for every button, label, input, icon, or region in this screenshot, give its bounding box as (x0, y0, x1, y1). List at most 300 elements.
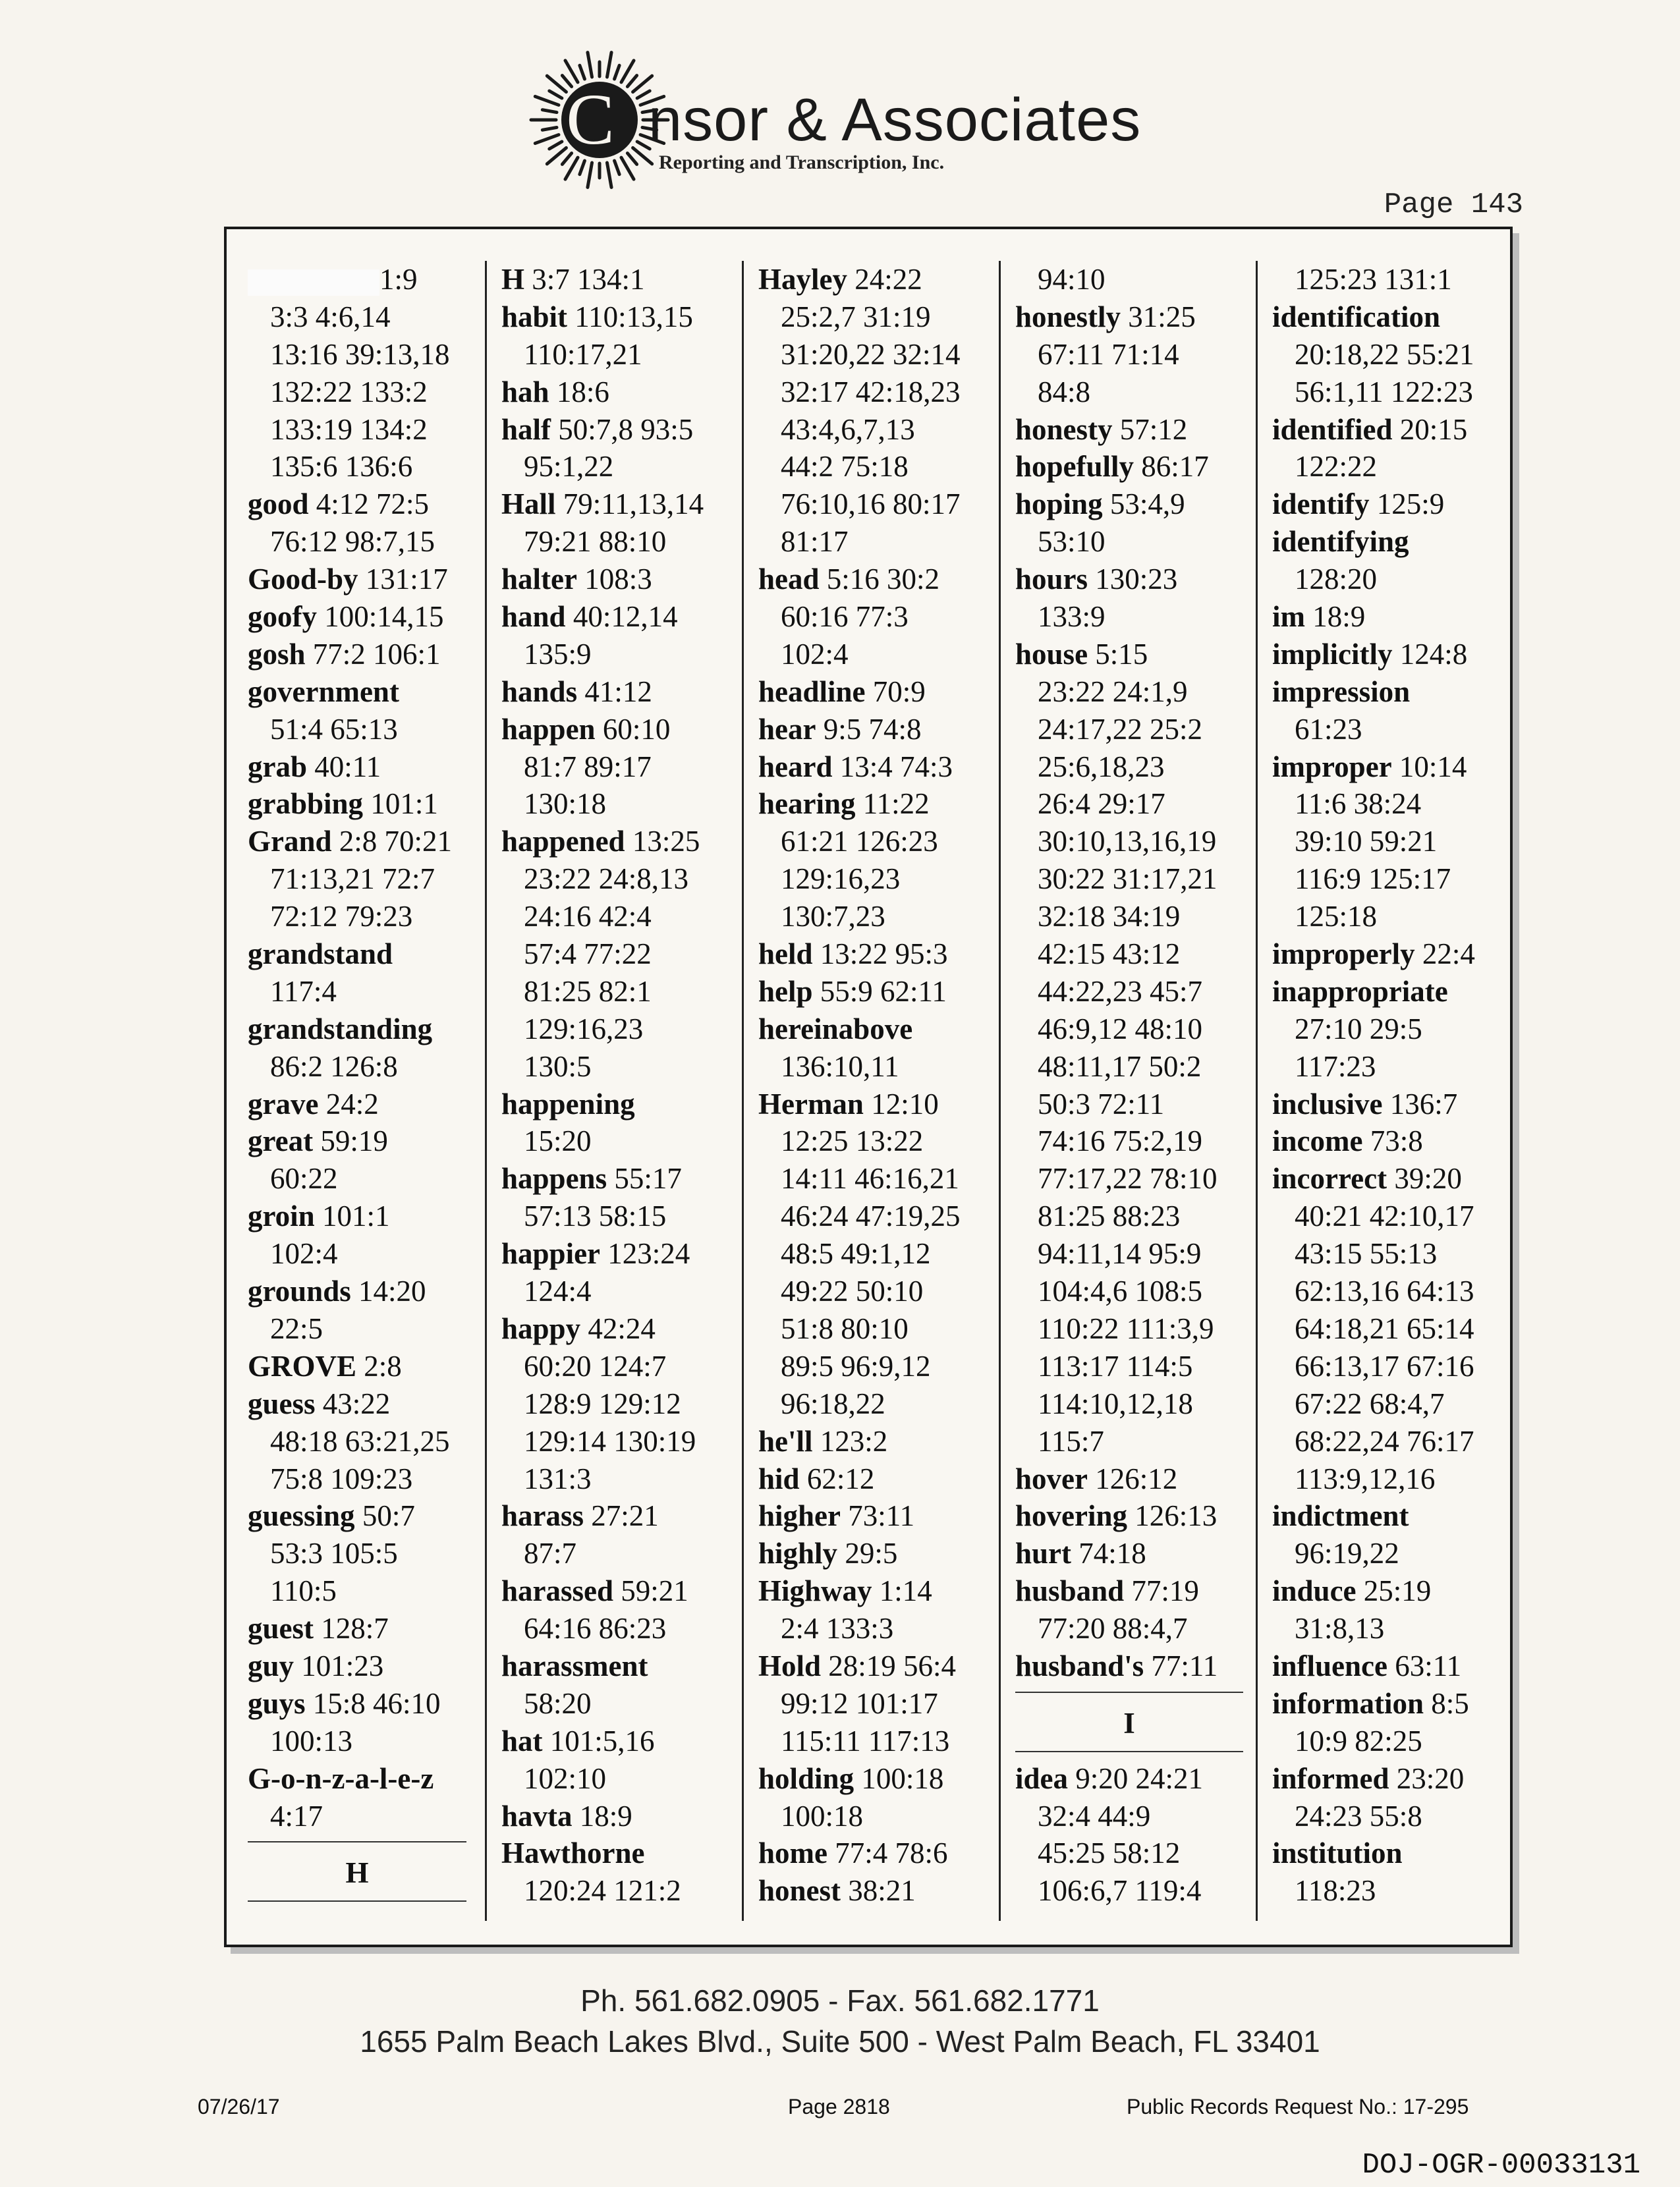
index-entry-continuation (248, 1723, 473, 1760)
index-refs: 101:1 (322, 1200, 390, 1233)
index-entry-continuation (1015, 1872, 1250, 1910)
index-entry-continuation (758, 823, 993, 860)
index-entry (758, 1460, 993, 1498)
index-entry-continuation (1272, 785, 1507, 823)
index-entry-continuation (1272, 711, 1507, 748)
section-rule-top (248, 1841, 466, 1842)
index-refs: 132:22 133:2 (270, 375, 428, 408)
index-refs: 58:20 (524, 1686, 592, 1720)
index-refs: 79:11,13,14 (563, 487, 704, 521)
index-entry-continuation (1015, 673, 1250, 711)
index-entry-continuation (501, 1348, 736, 1385)
index-entry (758, 1535, 993, 1572)
index-headword: G-o-n-z-a-l-e-z (248, 1761, 434, 1795)
index-headword: halter (501, 563, 577, 596)
index-entry-continuation (1015, 1122, 1250, 1160)
index-refs: 123:24 (607, 1237, 690, 1271)
index-headword: husband's (1015, 1649, 1144, 1682)
index-entry (248, 785, 473, 823)
index-entry (501, 374, 736, 411)
index-refs: 113:17 114:5 (1038, 1349, 1193, 1383)
index-refs: 86:17 (1141, 450, 1209, 484)
index-refs: 39:20 (1394, 1162, 1462, 1196)
index-refs: 129:16,23 (781, 862, 901, 896)
index-entry (501, 1235, 736, 1273)
index-headword: holding (758, 1761, 854, 1795)
index-entry-continuation (1272, 860, 1507, 898)
index-entry (758, 1760, 993, 1798)
index-entry-continuation (1272, 1460, 1507, 1498)
section-letter: I (1123, 1706, 1135, 1740)
index-entry-continuation (501, 973, 736, 1010)
index-refs: 124:8 (1399, 637, 1468, 671)
company-name: nsor & Associates (648, 86, 1142, 153)
index-headword: improperly (1272, 937, 1415, 971)
index-entry-continuation (758, 1348, 993, 1385)
index-refs: 13:22 95:3 (820, 937, 948, 971)
index-entry (501, 1798, 736, 1835)
index-entry (501, 1310, 736, 1348)
index-entry-continuation (248, 336, 473, 374)
index-headword: guessing (248, 1499, 355, 1533)
index-refs: 48:5 49:1,12 (781, 1237, 931, 1271)
index-entry (1015, 1460, 1250, 1498)
index-entry-continuation (758, 1723, 993, 1760)
index-refs: 87:7 (524, 1537, 577, 1570)
index-headword: havta (501, 1799, 573, 1833)
index-headword: honestly (1015, 300, 1121, 333)
index-refs: 110:22 111:3,9 (1038, 1312, 1214, 1345)
index-refs: 24:22 (854, 263, 922, 296)
index-refs: 133:19 134:2 (270, 412, 428, 446)
index-headword: happen (501, 712, 596, 746)
index-entry (758, 673, 993, 711)
index-refs: 67:11 71:14 (1038, 337, 1179, 371)
index-headword: happy (501, 1312, 581, 1345)
index-headword: Hold (758, 1649, 822, 1682)
index-refs: 32:18 34:19 (1038, 900, 1181, 933)
index-headword: grave (248, 1087, 319, 1121)
index-entry (1015, 411, 1250, 449)
index-entry-continuation (1015, 598, 1250, 636)
index-entry (501, 1497, 736, 1535)
index-entry-continuation (758, 898, 993, 935)
index-entry-continuation (758, 485, 993, 523)
index-entry-continuation (1015, 748, 1250, 786)
index-headword: hereinabove (758, 1012, 913, 1045)
index-refs: 102:4 (270, 1237, 338, 1271)
index-headword: head (758, 563, 820, 596)
index-headword: Hall (501, 487, 556, 521)
index-refs: 64:18,21 65:14 (1295, 1312, 1474, 1345)
index-headword: improper (1272, 750, 1392, 783)
index-refs: 39:10 59:21 (1295, 825, 1438, 858)
index-entry-continuation (248, 711, 473, 748)
index-entry-continuation (758, 1122, 993, 1160)
index-headword: identify (1272, 487, 1370, 521)
index-entry (758, 785, 993, 823)
index-headword: hands (501, 675, 578, 708)
index-refs: 122:22 (1295, 450, 1378, 484)
index-refs: 5:15 (1095, 637, 1148, 671)
index-refs: 99:12 101:17 (781, 1686, 938, 1720)
index-entry-continuation (501, 336, 736, 374)
index-refs: 123:2 (820, 1424, 888, 1458)
index-refs: 50:3 72:11 (1038, 1087, 1165, 1121)
index-headword: guess (248, 1387, 316, 1420)
index-entry (248, 823, 473, 860)
index-headword: gosh (248, 637, 306, 671)
redaction-box (248, 269, 379, 296)
index-entry-continuation (501, 448, 736, 485)
index-headword: home (758, 1837, 827, 1870)
index-entry (1015, 485, 1250, 523)
index-entry (501, 598, 736, 636)
index-headword: incorrect (1272, 1162, 1387, 1196)
index-entry-continuation (758, 523, 993, 561)
index-refs: 50:7,8 93:5 (558, 412, 694, 446)
index-entry-continuation (1272, 1048, 1507, 1086)
stamp-date: 07/26/17 (198, 2095, 280, 2118)
index-refs: 24:23 55:8 (1295, 1799, 1422, 1833)
index-entry-continuation (1272, 1610, 1507, 1647)
index-refs: 43:22 (322, 1387, 391, 1420)
index-entry-continuation (501, 860, 736, 898)
index-entry-continuation (1015, 935, 1250, 973)
index-entry (501, 1647, 736, 1685)
index-refs: 22:4 (1422, 937, 1475, 971)
index-entry-continuation (1272, 1798, 1507, 1835)
index-entry-continuation (1272, 374, 1507, 411)
index-entry (248, 1647, 473, 1685)
index-refs: 129:16,23 (524, 1012, 644, 1045)
index-entry (501, 1160, 736, 1198)
index-entry-continuation (1015, 1610, 1250, 1647)
index-entry-continuation (1272, 1273, 1507, 1310)
footer-address: 1655 Palm Beach Lakes Blvd., Suite 500 - West Palm Beach, FL 33401 (360, 2024, 1320, 2059)
index-column-4 (999, 261, 1255, 1921)
index-refs: 76:10,16 80:17 (781, 487, 961, 521)
index-entry (758, 261, 993, 298)
index-entry (1015, 1535, 1250, 1572)
index-headword: implicitly (1272, 637, 1393, 671)
index-refs: 9:20 24:21 (1075, 1761, 1204, 1795)
index-headword: informed (1272, 1761, 1389, 1795)
index-entry (1272, 1760, 1507, 1798)
index-entry-continuation (1272, 823, 1507, 860)
index-refs: 60:16 77:3 (781, 600, 909, 634)
index-refs: 49:22 50:10 (781, 1275, 924, 1308)
index-headword: he'll (758, 1424, 813, 1458)
index-refs: 130:7,23 (781, 900, 885, 933)
index-entry-continuation (1015, 374, 1250, 411)
index-refs: 94:11,14 95:9 (1038, 1237, 1202, 1271)
index-headword: government (248, 675, 399, 708)
index-entry-continuation (248, 1572, 473, 1610)
index-refs: 27:10 29:5 (1295, 1012, 1422, 1045)
index-refs: 125:18 (1295, 900, 1378, 933)
index-column-1 (233, 261, 478, 1921)
index-entry-continuation (501, 748, 736, 786)
company-logo (527, 47, 1173, 192)
index-refs: 25:6,18,23 (1038, 750, 1165, 783)
index-entry (1272, 1835, 1507, 1872)
index-entry-continuation (501, 523, 736, 561)
index-refs: 63:11 (1395, 1649, 1462, 1682)
index-refs: 79:21 88:10 (524, 525, 667, 559)
index-refs: 110:13,15 (574, 300, 693, 333)
index-refs: 8:5 (1431, 1686, 1469, 1720)
index-refs: 94:10 (1038, 263, 1106, 296)
index-entry (501, 1086, 736, 1123)
index-entry (758, 1497, 993, 1535)
index-entry (248, 1086, 473, 1123)
index-headword: hear (758, 712, 816, 746)
index-refs: 101:23 (301, 1649, 384, 1682)
index-refs: 57:13 58:15 (524, 1200, 667, 1233)
index-headword: indictment (1272, 1499, 1409, 1533)
index-refs: 100:18 (781, 1799, 864, 1833)
index-refs: 32:4 44:9 (1038, 1799, 1151, 1833)
index-refs: 133:9 (1038, 600, 1106, 634)
index-refs: 10:14 (1399, 750, 1467, 783)
index-refs: 42:24 (588, 1312, 656, 1345)
index-refs: 51:8 80:10 (781, 1312, 909, 1345)
index-refs: 73:8 (1370, 1124, 1423, 1158)
index-refs: 76:12 98:7,15 (270, 525, 435, 559)
index-refs: 81:25 82:1 (524, 974, 652, 1008)
index-entry (1272, 1160, 1507, 1198)
index-entry (758, 973, 993, 1010)
index-entry-continuation (1015, 1048, 1250, 1086)
index-refs: 136:7 (1389, 1087, 1458, 1121)
index-entry (248, 748, 473, 786)
index-refs: 2:8 70:21 (339, 825, 453, 858)
index-headword: Herman (758, 1087, 864, 1121)
index-refs: 11:6 38:24 (1295, 787, 1422, 821)
index-entry (1272, 1497, 1507, 1535)
index-entry (758, 1086, 993, 1123)
index-refs: 116:9 125:17 (1295, 862, 1451, 896)
index-entry-continuation (758, 374, 993, 411)
index-headword: hearing (758, 787, 856, 821)
index-refs: 108:3 (584, 563, 652, 596)
index-entry (1015, 448, 1250, 485)
index-refs: 18:9 (1312, 600, 1366, 634)
index-refs: 31:20,22 32:14 (781, 337, 961, 371)
index-headword: honest (758, 1874, 841, 1908)
section-letter: H (345, 1856, 369, 1890)
index-headword: influence (1272, 1649, 1387, 1682)
index-entry-continuation (1272, 1385, 1507, 1423)
index-entry-continuation (501, 636, 736, 673)
company-subtitle: Reporting and Transcription, Inc. (659, 152, 945, 173)
index-entry-continuation (501, 1423, 736, 1460)
index-refs: 130:23 (1095, 563, 1178, 596)
index-headword: good (248, 487, 309, 521)
index-entry (758, 711, 993, 748)
index-entry (758, 1647, 993, 1685)
index-entry (248, 636, 473, 673)
index-entry (758, 935, 993, 973)
index-entry (758, 1872, 993, 1910)
index-entry-continuation (1015, 898, 1250, 935)
index-entry (248, 935, 473, 973)
index-entry-continuation (1272, 1310, 1507, 1348)
index-headword: Good-by (248, 563, 358, 596)
index-refs: 38:21 (848, 1874, 916, 1908)
index-entry-continuation (501, 898, 736, 935)
index-refs: 73:11 (848, 1499, 915, 1533)
index-refs: 81:25 88:23 (1038, 1200, 1181, 1233)
index-entry-continuation (501, 1273, 736, 1310)
section-divider (1015, 1685, 1250, 1760)
index-entry-continuation (501, 1385, 736, 1423)
bates-number: DOJ-OGR-00033131 (1362, 2149, 1640, 2182)
index-refs: 62:12 (806, 1462, 875, 1495)
index-refs: 64:16 86:23 (524, 1612, 667, 1646)
index-refs: 41:12 (584, 675, 652, 708)
index-entry-continuation (758, 1198, 993, 1235)
index-headword: great (248, 1124, 314, 1158)
index-entry (1272, 748, 1507, 786)
index-headword: hover (1015, 1462, 1088, 1495)
index-entry-continuation (1272, 1872, 1507, 1910)
index-headword: identified (1272, 412, 1393, 446)
index-entry-continuation (1015, 523, 1250, 561)
index-headword: information (1272, 1686, 1424, 1720)
index-entry-continuation (1272, 561, 1507, 598)
index-refs: 56:1,11 122:23 (1295, 375, 1473, 408)
index-entry (1015, 1647, 1250, 1685)
index-refs: 62:13,16 64:13 (1295, 1275, 1474, 1308)
index-refs: 77:17,22 78:10 (1038, 1162, 1218, 1196)
index-entry-continuation (758, 1048, 993, 1086)
index-refs: 31:8,13 (1295, 1612, 1385, 1646)
index-refs: 74:16 75:2,19 (1038, 1124, 1203, 1158)
index-refs: 23:22 24:1,9 (1038, 675, 1188, 708)
index-refs: 110:5 (270, 1574, 337, 1608)
index-refs: 126:13 (1134, 1499, 1218, 1533)
index-refs: 86:2 126:8 (270, 1049, 398, 1083)
index-refs: 125:23 131:1 (1295, 263, 1452, 296)
index-entry-continuation (501, 1198, 736, 1235)
index-entry (501, 711, 736, 748)
index-refs: 1:14 (879, 1574, 932, 1608)
index-headword: habit (501, 300, 568, 333)
index-entry-continuation (1015, 1160, 1250, 1198)
index-entry-continuation (248, 374, 473, 411)
index-entry-continuation (1015, 1086, 1250, 1123)
index-headword: institution (1272, 1837, 1403, 1870)
index-entry-continuation (1015, 1010, 1250, 1048)
index-headword: income (1272, 1124, 1363, 1158)
index-refs: 23:22 24:8,13 (524, 862, 689, 896)
index-entry (758, 1423, 993, 1460)
index-refs: 42:15 43:12 (1038, 937, 1181, 971)
index-headword: held (758, 937, 813, 971)
index-entry-continuation (248, 1460, 473, 1498)
index-refs: 12:10 (871, 1087, 939, 1121)
index-refs: 51:4 65:13 (270, 712, 398, 746)
index-headword: impression (1272, 675, 1411, 708)
index-refs: 43:4,6,7,13 (781, 412, 915, 446)
index-entry-continuation (1272, 898, 1507, 935)
index-refs: 45:25 58:12 (1038, 1837, 1181, 1870)
index-entry-continuation (758, 1160, 993, 1198)
index-entry (1272, 973, 1507, 1010)
index-refs: 129:14 130:19 (524, 1424, 696, 1458)
stamp-request-number: Public Records Request No.: 17-295 (1127, 2095, 1469, 2118)
index-refs: 77:19 (1131, 1574, 1199, 1608)
index-refs: 1:9 (379, 263, 418, 296)
index-refs: 61:21 126:23 (781, 825, 938, 858)
index-refs: 53:4,9 (1109, 487, 1185, 521)
index-refs: 4:12 72:5 (316, 487, 430, 521)
page-number-label: Page 143 (1384, 188, 1523, 221)
index-refs: 136:10,11 (781, 1049, 899, 1083)
index-column-3 (742, 261, 998, 1921)
index-headword: harassed (501, 1574, 614, 1608)
index-refs: 135:6 136:6 (270, 450, 413, 484)
index-headword: half (501, 412, 551, 446)
index-entry-continuation (1272, 1235, 1507, 1273)
index-entry-continuation (758, 636, 993, 673)
index-entry-continuation (1272, 1423, 1507, 1460)
index-entry-redacted (248, 261, 473, 298)
index-headword: hours (1015, 563, 1088, 596)
stamp-page: Page 2818 (788, 2095, 890, 2118)
index-entry (1015, 298, 1250, 336)
index-refs: 24:2 (325, 1087, 379, 1121)
index-refs: 11:22 (862, 787, 930, 821)
index-refs: 95:1,22 (524, 450, 614, 484)
index-refs: 3:3 4:6,14 (270, 300, 391, 333)
index-entry (1015, 636, 1250, 673)
index-refs: 3:7 134:1 (532, 263, 645, 296)
index-entry-continuation (248, 1310, 473, 1348)
index-entry-continuation (1272, 1535, 1507, 1572)
index-refs: 77:2 106:1 (312, 637, 441, 671)
index-refs: 40:21 42:10,17 (1295, 1200, 1474, 1233)
index-entry-continuation (1272, 1010, 1507, 1048)
index-headword: harassment (501, 1649, 648, 1682)
index-entry-continuation (1015, 1385, 1250, 1423)
index-headword: hid (758, 1462, 800, 1495)
index-refs: 110:17,21 (524, 337, 642, 371)
index-refs: 57:12 (1119, 412, 1188, 446)
index-entry-continuation (758, 1798, 993, 1835)
index-refs: 14:11 46:16,21 (781, 1162, 959, 1196)
index-entry-continuation (758, 411, 993, 449)
index-entry (501, 411, 736, 449)
index-refs: 130:5 (524, 1049, 592, 1083)
section-rule-bottom (1015, 1751, 1243, 1752)
index-refs: 77:11 (1151, 1649, 1218, 1682)
index-entry (501, 673, 736, 711)
index-entry (758, 1835, 993, 1872)
index-entry (1272, 298, 1507, 336)
index-entry-continuation (248, 523, 473, 561)
index-refs: 89:5 96:9,12 (781, 1349, 931, 1383)
index-refs: 43:15 55:13 (1295, 1237, 1438, 1271)
index-refs: 130:18 (524, 787, 607, 821)
index-refs: 2:8 (364, 1349, 402, 1383)
index-refs: 128:20 (1295, 563, 1378, 596)
index-entry (1272, 411, 1507, 449)
index-headword: goofy (248, 600, 317, 634)
index-refs: 30:10,13,16,19 (1038, 825, 1217, 858)
